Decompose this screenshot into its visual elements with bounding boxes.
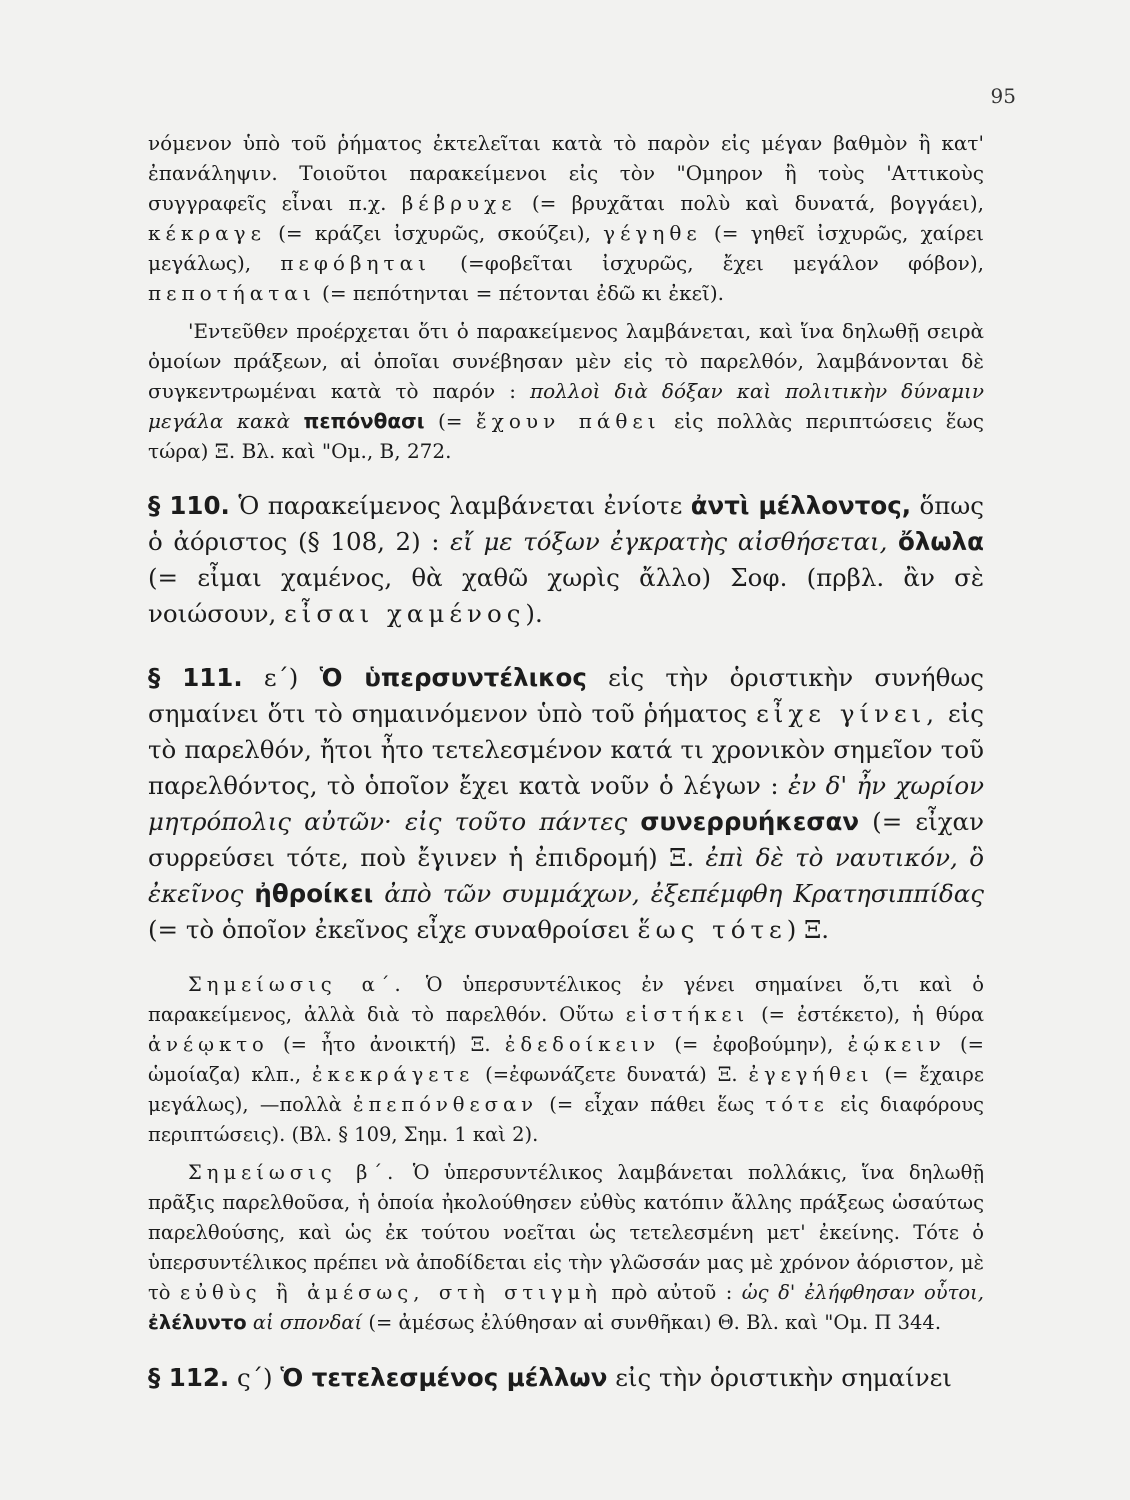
- spaced-word: ἐπεπόνθεσαν: [353, 1093, 538, 1116]
- text: (= εἶμαι χαμένος, θὰ χαθῶ χωρὶς ἄλλο) Σοφ. (πρβλ. ἂν σὲ νοιώσουν,: [148, 563, 984, 628]
- section-number: § 110.: [148, 491, 230, 520]
- italic-quote: ὡς δ' ἐλήφθησαν οὗτοι,: [741, 1281, 985, 1304]
- text: Ὁ ὑπερσυντέλικος ἐν γένει σημαίνει ὅ,τι καὶ ὁ παρακείμενος, ἀλλὰ διὰ τὸ παρελθόν. Οὕτω: [148, 973, 984, 1026]
- text: εἰς τὸ παρελθόν, ἤτοι ἦτο τετελεσμένον κατά τι χρονικὸν σημεῖον τοῦ παρελθόντος, τὸ ὁποῖον ἔχει κατὰ νοῦν ὁ λέγων :: [148, 699, 984, 800]
- note-label: Σημείωσις α΄.: [188, 973, 406, 996]
- page-body: [148, 128, 984, 1396]
- paragraph-1: [148, 128, 984, 308]
- text: (= εἶχαν πάθει ἕως: [537, 1093, 766, 1116]
- spaced-word: εὐθὺς ἢ ἀμέσως, στὴ στιγμὴ: [180, 1281, 602, 1304]
- spaced-word: εἱστήκει: [625, 1003, 750, 1026]
- spaced-word: ἀνέῳκτο: [148, 1033, 269, 1056]
- section-112: [148, 1360, 984, 1396]
- text: (= ἐφοβούμην),: [660, 1033, 848, 1056]
- spaced-word: πεποτήαται: [148, 281, 316, 305]
- spaced-word: πεφόβηται: [280, 251, 431, 275]
- italic-quote: εἴ με τόξων ἐγκρατὴς αἰσθήσεται,: [450, 527, 888, 556]
- section-111: [148, 660, 984, 948]
- text: Ὁ παρακείμενος λαμβάνεται ἐνίοτε: [229, 491, 691, 520]
- spaced-word: εἶχε γίνει,: [756, 699, 940, 728]
- paragraph-2: [148, 316, 984, 466]
- text: ὅπως ὁ ἀόριστος (§ 108, 2) :: [148, 491, 984, 556]
- text: (= γηθεῖ ἰσχυρῶς, χαίρει μεγάλως),: [148, 221, 984, 275]
- section-110: [148, 488, 984, 632]
- italic-quote: πολλοὶ διὰ δόξαν καὶ πολιτικὴν δύναμιν μεγάλα κακὰ: [148, 379, 985, 433]
- text: εἰς τὴν ὁριστικὴν σημαίνει: [607, 1363, 952, 1392]
- text: νόμενον ὑπὸ τοῦ ῥήματος ἐκτελεῖται κατὰ τὸ παρὸν εἰς μέγαν βαθμὸν ἢ κατ' ἐπανάληψιν. Τοιοῦτοι παρακείμενοι εἰς τὸν "Ομηρον ἢ τοὺς 'Αττικοὺς συγγραφεῖς εἶναι π.χ.: [148, 131, 984, 215]
- text: (= ἦτο ἀνοικτή) Ξ.: [268, 1033, 505, 1056]
- text: (= ἐστέκετο), ἡ θύρα: [749, 1003, 984, 1026]
- bold-word: συνερρυήκεσαν: [640, 807, 860, 836]
- spaced-word: εἶσαι χαμένος: [284, 599, 526, 628]
- text: εἰς τὴν ὁριστικὴν συνήθως σημαίνει ὅτι τὸ σημαινόμενον ὑπὸ τοῦ ῥήματος: [148, 663, 985, 728]
- spaced-word: ἔχουν πάθει: [476, 409, 661, 433]
- notes: [148, 970, 984, 1338]
- spaced-word: κέκραγε: [148, 221, 266, 245]
- bold-word: ὄλωλα: [898, 527, 984, 556]
- text: ς΄): [229, 1363, 281, 1392]
- spaced-word: ἐδεδοίκειν: [504, 1033, 661, 1056]
- text: ε΄): [242, 663, 320, 692]
- bold-phrase: Ὁ τετελεσμένος μέλλων: [280, 1363, 608, 1392]
- text: (= βρυχᾶται πολὺ καὶ δυνατά, βογγάει),: [516, 191, 984, 215]
- text: Ὁ ὑπερσυντέλικος λαμβάνεται πολλάκις, ἵνα δηλωθῇ πρᾶξις παρελθοῦσα, ἡ ὁποία ἠκολούθησεν εὐθὺς κατόπιν ἄλλης πράξεως ὡσαύτως παρελθούσης, καὶ ὡς ἐκ τούτου νοεῖται ὡς τετελεσμένη μετ' ἐκείνης. Τότε ὁ ὑπερσυντέλικος πρέπει νὰ ἀποδίδεται εἰς τὴν γλῶσσάν μας μὲ χρόνον ἀόριστον, μὲ τὸ: [148, 1161, 984, 1304]
- spaced-word: ἐκεκράγετε: [312, 1063, 475, 1086]
- section-number: § 112.: [148, 1363, 230, 1392]
- bold-word: ἠθροίκει: [254, 879, 374, 908]
- note-label: Σημείωσις β΄.: [188, 1161, 399, 1184]
- text: (= εἶχαν συρρεύσει τότε, ποὺ ἔγινεν ἡ ἐπιδρομή) Ξ.: [148, 807, 984, 872]
- note-b: [148, 1158, 984, 1338]
- italic-quote: ἐπὶ δὲ τὸ ναυτικόν, ὃ ἐκεῖνος: [148, 843, 984, 908]
- spaced-word: ἕως τότε: [637, 915, 787, 944]
- italic-quote: αἱ σπονδαί: [252, 1311, 363, 1334]
- text: ) Ξ.: [786, 915, 830, 944]
- text: (= ἔχαιρε μεγάλως), —πολλὰ: [148, 1063, 984, 1116]
- bold-phrase: ἀντὶ μέλλοντος,: [690, 491, 912, 520]
- text: πρὸ αὐτοῦ :: [601, 1281, 742, 1304]
- note-a: [148, 970, 984, 1150]
- bold-word: ἐλέλυντο: [148, 1311, 247, 1334]
- text: 'Εντεῦθεν προέρχεται ὅτι ὁ παρακείμενος λαμβάνεται, καὶ ἵνα δηλωθῇ σειρὰ ὁμοίων πράξεων, αἱ ὁποῖαι συνέβησαν μὲν εἰς τὸ παρελθόν, λαμβάνονται δὲ συγκεντρωμέναι κατὰ τὸ παρόν :: [148, 319, 984, 403]
- text: (= κράζει ἰσχυρῶς, σκούζει),: [265, 221, 604, 245]
- spaced-word: τότε: [765, 1093, 829, 1116]
- text: (= πεπότηνται = πέτονται ἐδῶ κι ἐκεῖ).: [315, 281, 724, 305]
- italic-quote: ἀπὸ τῶν συμμάχων, ἐξεπέμφθη Κρατησιππίδας: [384, 879, 984, 908]
- text: (= ὡμοίαζα) κλπ.,: [148, 1033, 984, 1086]
- text: εἰς πολλὰς περιπτώσεις ἕως τώρα) Ξ. Βλ. καὶ "Ομ., Β, 272.: [148, 409, 984, 463]
- text: ).: [525, 599, 543, 628]
- text: (= τὸ ὁποῖον ἐκεῖνος εἶχε συναθροίσει: [148, 915, 638, 944]
- text: (=: [424, 409, 477, 433]
- bold-word: πεπόνθασι: [303, 409, 425, 433]
- italic-quote: ἐν δ' ἦν χωρίον μητρόπολις αὐτῶν· εἰς τοῦτο πάντες: [148, 771, 984, 836]
- bold-phrase: Ὁ ὑπερσυντέλικος: [319, 663, 587, 692]
- spaced-word: ἐγεγήθει: [748, 1063, 874, 1086]
- spaced-word: βέβρυχε: [401, 191, 517, 215]
- text: εἰς διαφόρους περιπτώσεις). (Βλ. § 109, Σημ. 1 καὶ 2).: [148, 1093, 984, 1146]
- text: (=φοβεῖται ἰσχυρῶς, ἔχει μεγάλον φόβον),: [430, 251, 984, 275]
- spaced-word: ἐῴκειν: [847, 1033, 946, 1056]
- text: (= ἀμέσως ἐλύθησαν αἱ συνθῆκαι) Θ. Βλ. καὶ "Ομ. Π 344.: [362, 1311, 942, 1334]
- text: (=ἐφωνάζετε δυνατά) Ξ.: [474, 1063, 749, 1086]
- page-number: 95: [990, 84, 1016, 108]
- spaced-word: γέγηθε: [603, 221, 702, 245]
- section-number: § 111.: [148, 663, 243, 692]
